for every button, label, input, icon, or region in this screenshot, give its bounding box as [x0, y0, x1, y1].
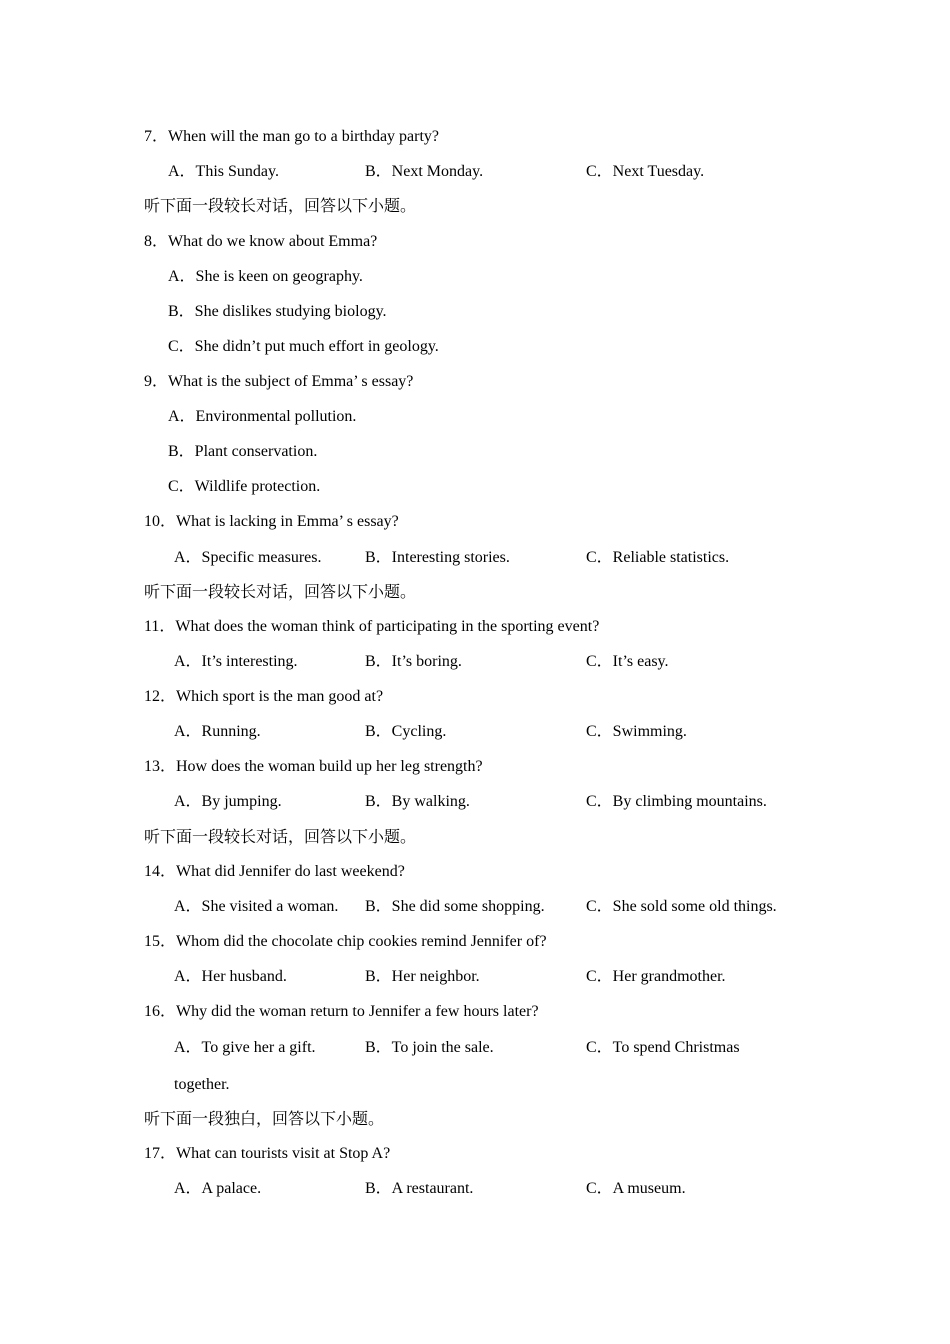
option-14a: A．She visited a woman. — [174, 898, 339, 915]
section-instruction: 听下面一段较长对话，回答以下小题。 — [144, 198, 417, 215]
option-13b: B．By walking. — [365, 793, 470, 810]
option-12c: C．Swimming. — [586, 723, 687, 740]
question-12: 12．Which sport is the man good at? — [144, 688, 384, 705]
option-9b: B．Plant conservation. — [168, 443, 318, 460]
option-7a: A．This Sunday. — [168, 163, 279, 180]
question-14: 14．What did Jennifer do last weekend? — [144, 863, 405, 880]
option-9c: C．Wildlife protection. — [168, 478, 321, 495]
option-11c: C．It’s easy. — [586, 653, 669, 670]
question-11: 11．What does the woman think of participating in the sporting event? — [144, 618, 600, 635]
section-instruction: 听下面一段较长对话，回答以下小题。 — [144, 584, 417, 601]
option-17a: A．A palace. — [174, 1180, 262, 1197]
option-10c: C．Reliable statistics. — [586, 549, 730, 566]
option-13c: C．By climbing mountains. — [586, 793, 767, 810]
question-8: 8．What do we know about Emma? — [144, 233, 378, 250]
option-11a: A．It’s interesting. — [174, 653, 298, 670]
option-16b: B．To join the sale. — [365, 1039, 494, 1056]
option-16a: A．To give her a gift. — [174, 1039, 316, 1056]
option-8b: B．She dislikes studying biology. — [168, 303, 387, 320]
option-14b: B．She did some shopping. — [365, 898, 545, 915]
question-13: 13．How does the woman build up her leg strength? — [144, 758, 483, 775]
option-14c: C．She sold some old things. — [586, 898, 777, 915]
option-10a: A．Specific measures. — [174, 549, 322, 566]
option-15a: A．Her husband. — [174, 968, 287, 985]
question-7: 7．When will the man go to a birthday party? — [144, 128, 440, 145]
question-17: 17．What can tourists visit at Stop A? — [144, 1145, 391, 1162]
question-9: 9．What is the subject of Emma’ s essay? — [144, 373, 414, 390]
section-instruction: 听下面一段独白，回答以下小题。 — [144, 1111, 385, 1128]
section-instruction: 听下面一段较长对话，回答以下小题。 — [144, 829, 417, 846]
question-10: 10．What is lacking in Emma’ s essay? — [144, 513, 399, 530]
option-8c: C．She didn’t put much effort in geology. — [168, 338, 439, 355]
option-17c: C．A museum. — [586, 1180, 686, 1197]
option-15c: C．Her grandmother. — [586, 968, 726, 985]
option-8a: A．She is keen on geography. — [168, 268, 363, 285]
option-17b: B．A restaurant. — [365, 1180, 474, 1197]
option-7c: C．Next Tuesday. — [586, 163, 705, 180]
option-13a: A．By jumping. — [174, 793, 282, 810]
option-10b: B．Interesting stories. — [365, 549, 510, 566]
option-7b: B．Next Monday. — [365, 163, 484, 180]
question-16: 16．Why did the woman return to Jennifer a few hours later? — [144, 1003, 539, 1020]
option-12a: A．Running. — [174, 723, 261, 740]
question-15: 15．Whom did the chocolate chip cookies remind Jennifer of? — [144, 933, 547, 950]
option-16c-continuation: together. — [174, 1076, 230, 1093]
option-16c: C．To spend Christmas — [586, 1039, 740, 1056]
option-11b: B．It’s boring. — [365, 653, 462, 670]
option-15b: B．Her neighbor. — [365, 968, 480, 985]
option-12b: B．Cycling. — [365, 723, 447, 740]
option-9a: A．Environmental pollution. — [168, 408, 357, 425]
